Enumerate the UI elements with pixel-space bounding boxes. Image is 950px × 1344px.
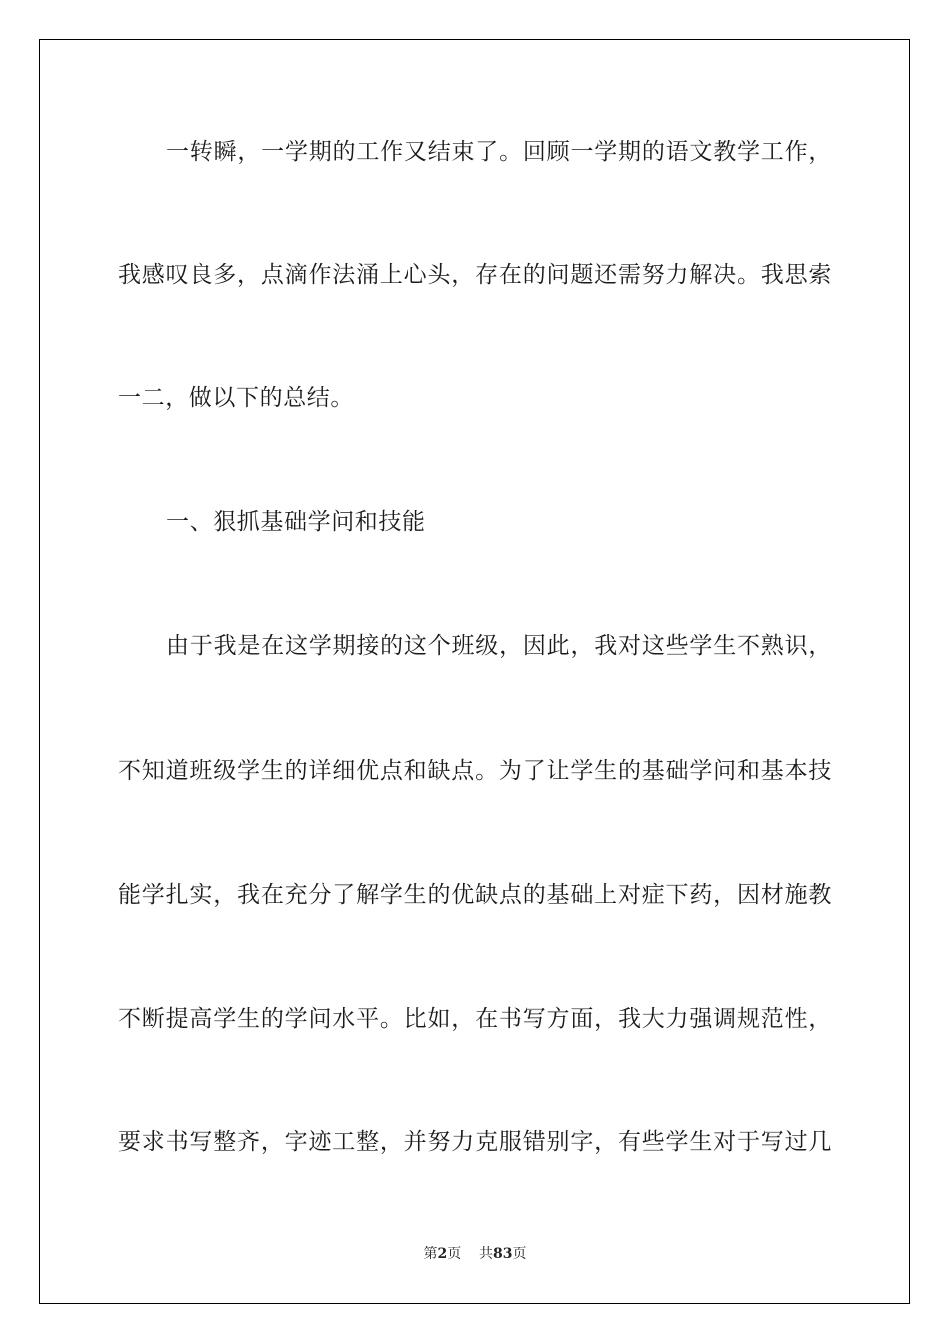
page-label-suffix: 页 <box>447 1246 462 1262</box>
total-label-prefix: 共 <box>479 1246 494 1262</box>
paragraph-line: 要求书写整齐，字迹工整，并努力克服错别字，有些学生对于写过几 <box>118 1129 832 1155</box>
page-frame <box>39 39 910 1304</box>
page-footer <box>0 1245 950 1263</box>
total-pages: 83 <box>493 1246 513 1262</box>
paragraph-line: 由于我是在这学期接的这个班级，因此，我对这些学生不熟识， <box>166 633 832 659</box>
section-heading: 一、狠抓基础学问和技能 <box>166 509 426 535</box>
paragraph-line: 不断提高学生的学问水平。比如，在书写方面，我大力强调规范性， <box>118 1006 832 1032</box>
paragraph-line: 能学扎实，我在充分了解学生的优缺点的基础上对症下药，因材施教 <box>118 882 832 908</box>
paragraph-line: 我感叹良多，点滴作法涌上心头，存在的问题还需努力解决。我思索 <box>118 262 832 288</box>
total-label-suffix: 页 <box>512 1246 527 1262</box>
page-label-prefix: 第 <box>423 1246 438 1262</box>
paragraph-line: 一转瞬，一学期的工作又结束了。回顾一学期的语文教学工作， <box>166 139 832 165</box>
paragraph-line: 一二，做以下的总结。 <box>118 385 354 411</box>
paragraph-line: 不知道班级学生的详细优点和缺点。为了让学生的基础学问和基本技 <box>118 758 832 784</box>
page-number: 2 <box>437 1246 448 1262</box>
